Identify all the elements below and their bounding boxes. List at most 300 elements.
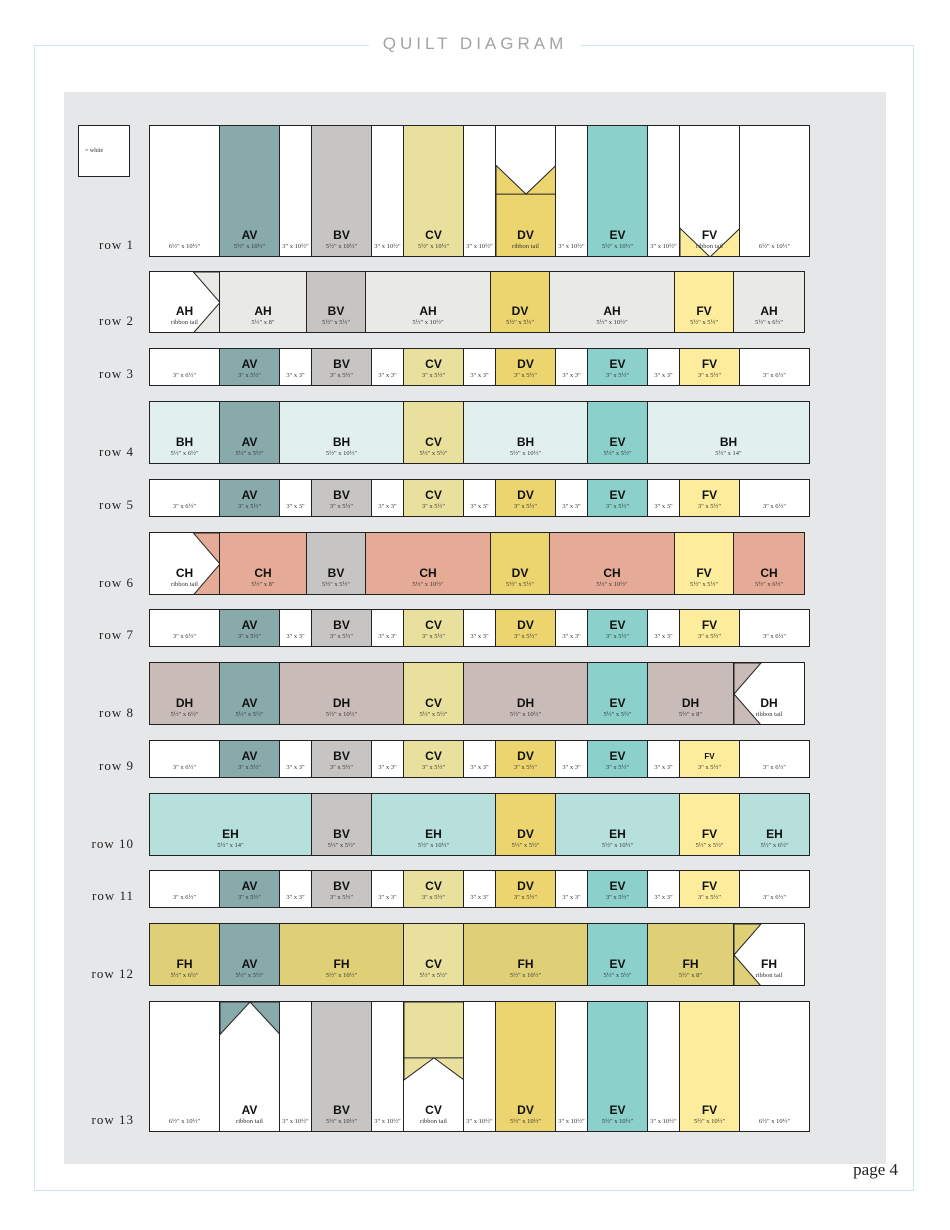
row-label: row 12 — [91, 966, 134, 981]
block-dimension: 3" x 5½" — [697, 764, 722, 771]
block-code: BV — [333, 618, 350, 632]
block-dimension: 3" x 6½" — [762, 894, 787, 901]
block-dimension: 3" x 5½" — [237, 894, 262, 901]
block-dimension: 5½" x 5½" — [419, 972, 448, 979]
quilt-block-white — [647, 870, 680, 908]
quilt-block-white — [647, 348, 680, 386]
block-dimension: 3" x 5½" — [237, 503, 262, 510]
block-code: EV — [609, 488, 626, 502]
quilt-block-white — [371, 479, 404, 517]
block-code: CH — [254, 566, 272, 580]
block-code: AH — [254, 304, 272, 318]
block-code: FV — [701, 357, 718, 371]
block-code: EH — [425, 827, 442, 841]
quilt-block-white — [463, 1001, 496, 1132]
quilt-block-eh — [149, 793, 312, 856]
block-code: DV — [517, 749, 534, 763]
quilt-block-ev — [587, 401, 648, 464]
block-dimension: 3" x 5½" — [697, 372, 722, 379]
quilt-block-fv — [679, 125, 740, 257]
quilt-block-av — [219, 479, 280, 517]
block-code: FH — [517, 957, 534, 971]
block-code: AV — [241, 357, 258, 371]
block-dimension: 5½" x 14" — [217, 842, 244, 849]
block-code: EV — [609, 749, 626, 763]
block-code: FV — [696, 566, 712, 580]
block-code: BV — [333, 749, 350, 763]
block-dimension: 5½" x 6½" — [170, 450, 199, 457]
quilt-block-white — [555, 125, 588, 257]
quilt-block-white — [279, 348, 312, 386]
block-code: DV — [511, 304, 529, 318]
quilt-block-bv — [311, 740, 372, 778]
block-code: BH — [175, 435, 194, 449]
block-dimension: 5½" x 5½" — [505, 581, 535, 588]
block-code: CV — [425, 879, 442, 893]
block-code: DV — [517, 1103, 534, 1117]
block-code: AV — [241, 1103, 258, 1117]
quilt-block-ah — [149, 271, 220, 333]
quilt-row-4 — [149, 401, 863, 464]
quilt-block-eh — [555, 793, 680, 856]
block-code: FV — [701, 1103, 718, 1117]
block-dimension: 3" x 6½" — [172, 894, 197, 901]
block-code: AV — [241, 879, 258, 893]
quilt-row-9 — [149, 740, 863, 778]
row-label: row 9 — [99, 758, 134, 773]
block-dimension: 5½" x 5½" — [235, 450, 264, 457]
quilt-block-av — [219, 1001, 280, 1132]
block-code: FV — [701, 228, 718, 242]
block-code: CH — [760, 566, 778, 580]
quilt-block-bv — [311, 125, 372, 257]
block-dimension: 5½" x 10½" — [325, 1118, 358, 1125]
block-code: EV — [609, 1103, 626, 1117]
block-dimension: 5½" x 8" — [251, 319, 275, 326]
block-dimension: ribbon tail — [512, 243, 539, 250]
row-label: row 2 — [99, 313, 134, 328]
block-dimension: 3" x 3" — [654, 894, 673, 901]
block-code: BV — [333, 357, 350, 371]
block-dimension: 3" x 10½" — [374, 243, 401, 250]
quilt-row-7 — [149, 609, 863, 647]
quilt-block-dv — [495, 348, 556, 386]
block-code: CH — [603, 566, 621, 580]
quilt-block-ah — [219, 271, 307, 333]
block-dimension: 3" x 3" — [470, 503, 489, 510]
block-dimension: ribbon tail — [755, 972, 783, 979]
block-code: EV — [609, 228, 626, 242]
block-dimension: ribbon tail — [755, 711, 783, 718]
quilt-block-white — [555, 740, 588, 778]
quilt-block-ev — [587, 662, 648, 725]
block-dimension: 5½" x 5½" — [327, 842, 356, 849]
block-dimension: 3" x 3" — [562, 633, 581, 640]
block-dimension: 3" x 10½" — [650, 1118, 677, 1125]
block-dimension: 5½" x 5½" — [603, 450, 632, 457]
quilt-block-bv — [311, 609, 372, 647]
block-dimension: 3" x 3" — [654, 372, 673, 379]
block-dimension: 5½" x 10½" — [233, 243, 266, 250]
quilt-block-dh — [463, 662, 588, 725]
block-code: CV — [425, 957, 442, 971]
block-code: CV — [425, 488, 442, 502]
quilt-block-white — [739, 348, 810, 386]
block-dimension: 3" x 5½" — [237, 764, 262, 771]
quilt-block-dv — [490, 532, 550, 595]
block-dimension: 3" x 3" — [562, 372, 581, 379]
block-dimension: 3" x 10½" — [282, 1118, 309, 1125]
block-code: AV — [241, 228, 258, 242]
quilt-block-white — [555, 609, 588, 647]
quilt-block-white — [647, 609, 680, 647]
block-dimension: 3" x 3" — [470, 633, 489, 640]
block-dimension: 5½" x 8" — [678, 711, 703, 718]
block-dimension: 3" x 5½" — [237, 633, 262, 640]
block-code: EV — [609, 435, 626, 449]
quilt-block-white — [555, 348, 588, 386]
block-dimension: 3" x 5½" — [605, 894, 630, 901]
quilt-row-10 — [149, 793, 863, 856]
quilt-block-white — [647, 1001, 680, 1132]
block-dimension: 3" x 6½" — [762, 764, 787, 771]
block-dimension: 5½" x 5½" — [419, 711, 448, 718]
block-dimension: 3" x 5½" — [329, 894, 354, 901]
quilt-row-1 — [149, 125, 863, 257]
block-code: FH — [761, 957, 777, 971]
block-dimension: 3" x 10½" — [650, 243, 677, 250]
quilt-block-white — [149, 125, 220, 257]
quilt-block-fv — [679, 870, 740, 908]
quilt-block-white — [739, 870, 810, 908]
quilt-block-fv — [679, 793, 740, 856]
quilt-block-ev — [587, 125, 648, 257]
quilt-block-ev — [587, 609, 648, 647]
block-dimension: 3" x 3" — [286, 764, 305, 771]
quilt-block-white — [371, 609, 404, 647]
block-dimension: 6½" x 10½" — [168, 243, 201, 250]
block-dimension: 3" x 5½" — [697, 894, 722, 901]
quilt-block-fh — [463, 923, 588, 986]
quilt-block-cv — [403, 1001, 464, 1132]
quilt-block-fv — [674, 532, 734, 595]
quilt-block-white — [463, 125, 496, 257]
block-code: FV — [696, 304, 712, 318]
quilt-block-white — [739, 125, 810, 257]
block-dimension: 5½" x 5½" — [321, 319, 351, 326]
block-dimension: ribbon tail — [236, 1118, 263, 1125]
block-dimension: 3" x 3" — [654, 764, 673, 771]
block-code: CV — [425, 357, 442, 371]
quilt-block-fh — [733, 923, 805, 986]
legend-label: = white — [85, 148, 104, 154]
block-dimension: 6½" x 10½" — [168, 1118, 201, 1125]
block-dimension: 3" x 3" — [286, 503, 305, 510]
block-code: EV — [609, 357, 626, 371]
quilt-block-bv — [306, 271, 366, 333]
block-dimension: 3" x 5½" — [421, 503, 446, 510]
block-dimension: 3" x 3" — [286, 633, 305, 640]
quilt-block-white — [647, 740, 680, 778]
block-dimension: 5½" x 5½" — [695, 842, 724, 849]
block-dimension: 3" x 5½" — [605, 764, 630, 771]
quilt-block-fv — [679, 609, 740, 647]
block-code: AV — [241, 488, 258, 502]
quilt-block-eh — [371, 793, 496, 856]
block-code: AV — [241, 749, 258, 763]
block-dimension: 3" x 5½" — [329, 633, 354, 640]
block-dimension: 3" x 6½" — [172, 633, 197, 640]
block-code: EV — [609, 879, 626, 893]
block-dimension: 5½" x 5½" — [419, 450, 448, 457]
row-label: row 4 — [99, 444, 134, 459]
quilt-block-white — [739, 1001, 810, 1132]
quilt-block-white — [739, 609, 810, 647]
block-dimension: 5½" x 6½" — [754, 581, 784, 588]
block-dimension: 3" x 3" — [654, 503, 673, 510]
block-code: DH — [175, 696, 194, 710]
quilt-block-white — [279, 1001, 312, 1132]
row-label: row 5 — [99, 497, 134, 512]
block-dimension: 5½" x 8" — [251, 581, 275, 588]
quilt-block-white — [279, 870, 312, 908]
quilt-block-dv — [495, 125, 556, 257]
quilt-block-fv — [679, 1001, 740, 1132]
block-code: CV — [425, 1103, 442, 1117]
page-title: QUILT DIAGRAM — [0, 34, 950, 54]
block-code: BV — [333, 488, 350, 502]
quilt-block-white — [371, 1001, 404, 1132]
block-dimension: 3" x 5½" — [605, 633, 630, 640]
block-dimension: 3" x 3" — [378, 633, 397, 640]
block-code: EV — [609, 696, 626, 710]
quilt-block-cv — [403, 923, 464, 986]
block-code: DV — [517, 827, 534, 841]
quilt-block-white — [463, 348, 496, 386]
quilt-block-ch — [549, 532, 675, 595]
block-dimension: 5½" x 10½" — [596, 581, 628, 588]
block-dimension: 5½" x 10½" — [417, 842, 450, 849]
block-dimension: 5½" x 5½" — [321, 581, 351, 588]
block-code: FV — [701, 879, 718, 893]
row-label: row 1 — [99, 237, 134, 252]
block-dimension: 3" x 5½" — [421, 894, 446, 901]
quilt-block-av — [219, 125, 280, 257]
block-dimension: 5½" x 14" — [715, 450, 742, 457]
block-dimension: 5½" x 10½" — [325, 711, 358, 718]
quilt-block-white — [463, 609, 496, 647]
block-dimension: 3" x 5½" — [605, 372, 630, 379]
block-dimension: 5½" x 5½" — [689, 581, 719, 588]
quilt-block-dh — [279, 662, 404, 725]
quilt-block-ev — [587, 348, 648, 386]
block-code: AV — [241, 957, 258, 971]
quilt-block-dv — [495, 479, 556, 517]
quilt-row-11 — [149, 870, 863, 908]
quilt-block-white — [149, 1001, 220, 1132]
block-code: BV — [333, 228, 350, 242]
quilt-block-fh — [647, 923, 734, 986]
row-label: row 10 — [91, 836, 134, 851]
block-code: DH — [516, 696, 535, 710]
quilt-block-cv — [403, 662, 464, 725]
block-dimension: ribbon tail — [696, 243, 723, 250]
quilt-block-white — [149, 348, 220, 386]
quilt-row-8 — [149, 662, 863, 725]
quilt-row-3 — [149, 348, 863, 386]
block-dimension: 3" x 5½" — [237, 372, 262, 379]
quilt-block-white — [149, 740, 220, 778]
block-dimension: 5½" x 5½" — [689, 319, 719, 326]
block-dimension: 3" x 10½" — [282, 243, 309, 250]
block-dimension: 3" x 3" — [470, 894, 489, 901]
block-dimension: 3" x 6½" — [762, 633, 787, 640]
block-dimension: 5½" x 10½" — [596, 319, 628, 326]
row-label: row 3 — [99, 366, 134, 381]
block-dimension: 3" x 3" — [378, 894, 397, 901]
quilt-block-ev — [587, 923, 648, 986]
block-dimension: 3" x 3" — [470, 372, 489, 379]
quilt-block-white — [647, 479, 680, 517]
block-code: AV — [241, 618, 258, 632]
block-code: CH — [175, 566, 194, 580]
block-dimension: 3" x 3" — [562, 764, 581, 771]
quilt-block-ev — [587, 479, 648, 517]
quilt-row-5 — [149, 479, 863, 517]
quilt-block-av — [219, 662, 280, 725]
block-dimension: 5½" x 6½" — [170, 711, 199, 718]
block-dimension: 3" x 5½" — [513, 764, 538, 771]
block-dimension: 3" x 5½" — [421, 764, 446, 771]
block-dimension: 3" x 3" — [562, 894, 581, 901]
block-dimension: 3" x 6½" — [762, 372, 787, 379]
quilt-block-white — [463, 479, 496, 517]
block-code: CH — [419, 566, 437, 580]
block-dimension: 3" x 5½" — [421, 372, 446, 379]
block-dimension: 3" x 5½" — [329, 764, 354, 771]
block-code: FH — [333, 957, 350, 971]
quilt-block-cv — [403, 348, 464, 386]
block-dimension: 3" x 5½" — [513, 372, 538, 379]
quilt-block-cv — [403, 740, 464, 778]
block-dimension: 5½" x 10½" — [509, 972, 542, 979]
quilt-row-6 — [149, 532, 863, 595]
block-code: BV — [333, 1103, 350, 1117]
quilt-block-white — [149, 870, 220, 908]
quilt-block-cv — [403, 125, 464, 257]
block-dimension: 3" x 5½" — [513, 633, 538, 640]
quilt-block-ev — [587, 740, 648, 778]
block-code: DH — [760, 696, 778, 710]
block-code: AH — [603, 304, 621, 318]
quilt-block-ch — [733, 532, 805, 595]
block-dimension: 5½" x 10½" — [601, 243, 634, 250]
block-code: DV — [517, 618, 534, 632]
block-code: AV — [241, 696, 258, 710]
block-code: BH — [719, 435, 738, 449]
block-dimension: 5½" x 5½" — [603, 711, 632, 718]
block-dimension: 3" x 6½" — [762, 503, 787, 510]
block-dimension: 3" x 3" — [286, 372, 305, 379]
block-code: FH — [176, 957, 193, 971]
block-code: FH — [682, 957, 699, 971]
quilt-block-dv — [490, 271, 550, 333]
quilt-block-white — [555, 479, 588, 517]
quilt-block-cv — [403, 609, 464, 647]
block-code: AH — [419, 304, 437, 318]
quilt-block-bh — [463, 401, 588, 464]
block-dimension: 3" x 10½" — [466, 1118, 493, 1125]
block-code: EH — [222, 827, 239, 841]
block-dimension: 5½" x 10½" — [509, 1118, 542, 1125]
block-dimension: 5½" x 5½" — [505, 319, 535, 326]
quilt-block-fv — [679, 479, 740, 517]
block-dimension: ribbon tail — [420, 1118, 447, 1125]
block-code: FV — [701, 618, 718, 632]
quilt-block-av — [219, 401, 280, 464]
block-dimension: 6½" x 10½" — [758, 1118, 791, 1125]
quilt-block-bv — [311, 1001, 372, 1132]
block-dimension: 5½" x 8" — [678, 972, 703, 979]
white-legend-swatch — [78, 125, 130, 177]
block-code: EH — [766, 827, 783, 841]
quilt-block-white — [149, 609, 220, 647]
block-dimension: 5½" x 10½" — [509, 450, 542, 457]
block-dimension: 5½" x 10½" — [412, 319, 444, 326]
block-code: BV — [333, 879, 350, 893]
block-code: EV — [609, 618, 626, 632]
quilt-block-white — [371, 870, 404, 908]
quilt-block-bv — [311, 870, 372, 908]
ribbon-tail-shape — [220, 1002, 280, 1035]
quilt-block-av — [219, 609, 280, 647]
row-label: row 7 — [99, 627, 134, 642]
quilt-block-white — [279, 125, 312, 257]
block-dimension: 5½" x 10½" — [325, 972, 358, 979]
quilt-block-ah — [733, 271, 805, 333]
quilt-block-ev — [587, 1001, 648, 1132]
block-code: FV — [701, 827, 718, 841]
block-dimension: 5½" x 10½" — [417, 243, 450, 250]
block-dimension: 3" x 3" — [378, 503, 397, 510]
block-code: CV — [425, 749, 442, 763]
block-dimension: 5½" x 10½" — [325, 450, 358, 457]
block-code: AH — [760, 304, 778, 318]
block-dimension: 5½" x 10½" — [601, 842, 634, 849]
quilt-block-fv — [674, 271, 734, 333]
block-dimension: 3" x 10½" — [374, 1118, 401, 1125]
block-code: CV — [425, 435, 442, 449]
block-code: DV — [511, 566, 529, 580]
quilt-block-white — [149, 479, 220, 517]
quilt-block-dh — [647, 662, 734, 725]
quilt-block-dv — [495, 609, 556, 647]
ribbon-tail-shape — [404, 1002, 464, 1080]
quilt-row-2 — [149, 271, 863, 333]
quilt-block-fh — [279, 923, 404, 986]
row-label: row 6 — [99, 575, 134, 590]
quilt-block-ch — [149, 532, 220, 595]
quilt-block-dv — [495, 870, 556, 908]
quilt-block-dv — [495, 793, 556, 856]
block-dimension: 5½" x 10½" — [509, 711, 542, 718]
block-dimension: 3" x 5½" — [513, 503, 538, 510]
block-dimension: 3" x 5½" — [697, 503, 722, 510]
block-dimension: 5½" x 5½" — [511, 842, 540, 849]
block-dimension: 3" x 10½" — [558, 1118, 585, 1125]
quilt-block-eh — [739, 793, 810, 856]
block-dimension: 3" x 6½" — [172, 372, 197, 379]
